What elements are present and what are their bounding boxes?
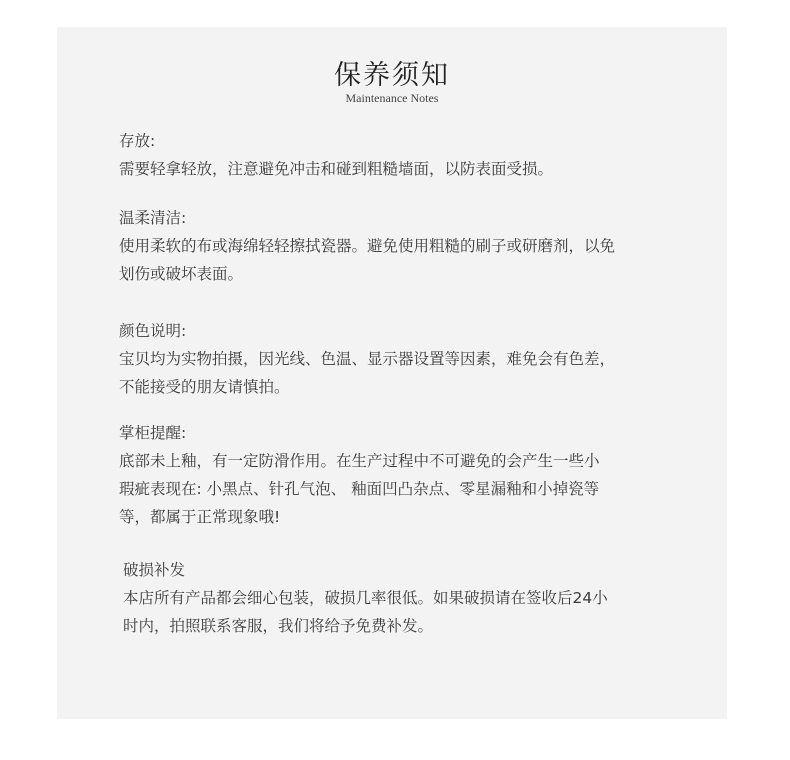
- section-line: 不能接受的朋友请慎拍。: [119, 378, 290, 396]
- section-damage-reissue: [123, 556, 693, 640]
- section-line: 本店所有产品都会细心包装，破损几率很低。如果破损请在签收后24小: [123, 589, 608, 607]
- section-line: 时内，拍照联系客服，我们将给予免费补发。: [123, 617, 434, 635]
- section-line: 划伤或破坏表面。: [119, 265, 244, 283]
- section-storage: [119, 127, 689, 183]
- section-line: 需要轻拿轻放，注意避免冲击和碰到粗糙墙面，以防表面受损。: [119, 160, 554, 178]
- section-line: 底部未上釉，有一定防滑作用。在生产过程中不可避免的会产生一些小: [119, 452, 600, 470]
- section-shopkeeper-reminder: [119, 419, 689, 531]
- section-line: 使用柔软的布或海绵轻轻擦拭瓷器。避免使用粗糙的刷子或研磨剂，以免: [119, 237, 616, 255]
- section-line: 宝贝均为实物拍摄，因光线、色温、显示器设置等因素，难免会有色差，: [119, 350, 616, 368]
- section-heading: 破损补发: [123, 561, 186, 579]
- page-title: 保养须知: [334, 60, 450, 91]
- page-subtitle: Maintenance Notes: [345, 91, 439, 105]
- section-line: 等，都属于正常现象哦!: [119, 508, 281, 526]
- section-color-note: [119, 317, 689, 401]
- section-heading: 掌柜提醒:: [119, 424, 187, 442]
- section-line: 瑕疵表现在: 小黑点、针孔气泡、 釉面凹凸杂点、零星漏釉和小掉瓷等: [119, 480, 600, 498]
- section-cleaning: [119, 204, 689, 288]
- section-heading: 温柔清洁:: [119, 209, 187, 227]
- maintenance-card: [57, 27, 727, 719]
- section-heading: 颜色说明:: [119, 322, 187, 340]
- section-heading: 存放:: [119, 132, 156, 150]
